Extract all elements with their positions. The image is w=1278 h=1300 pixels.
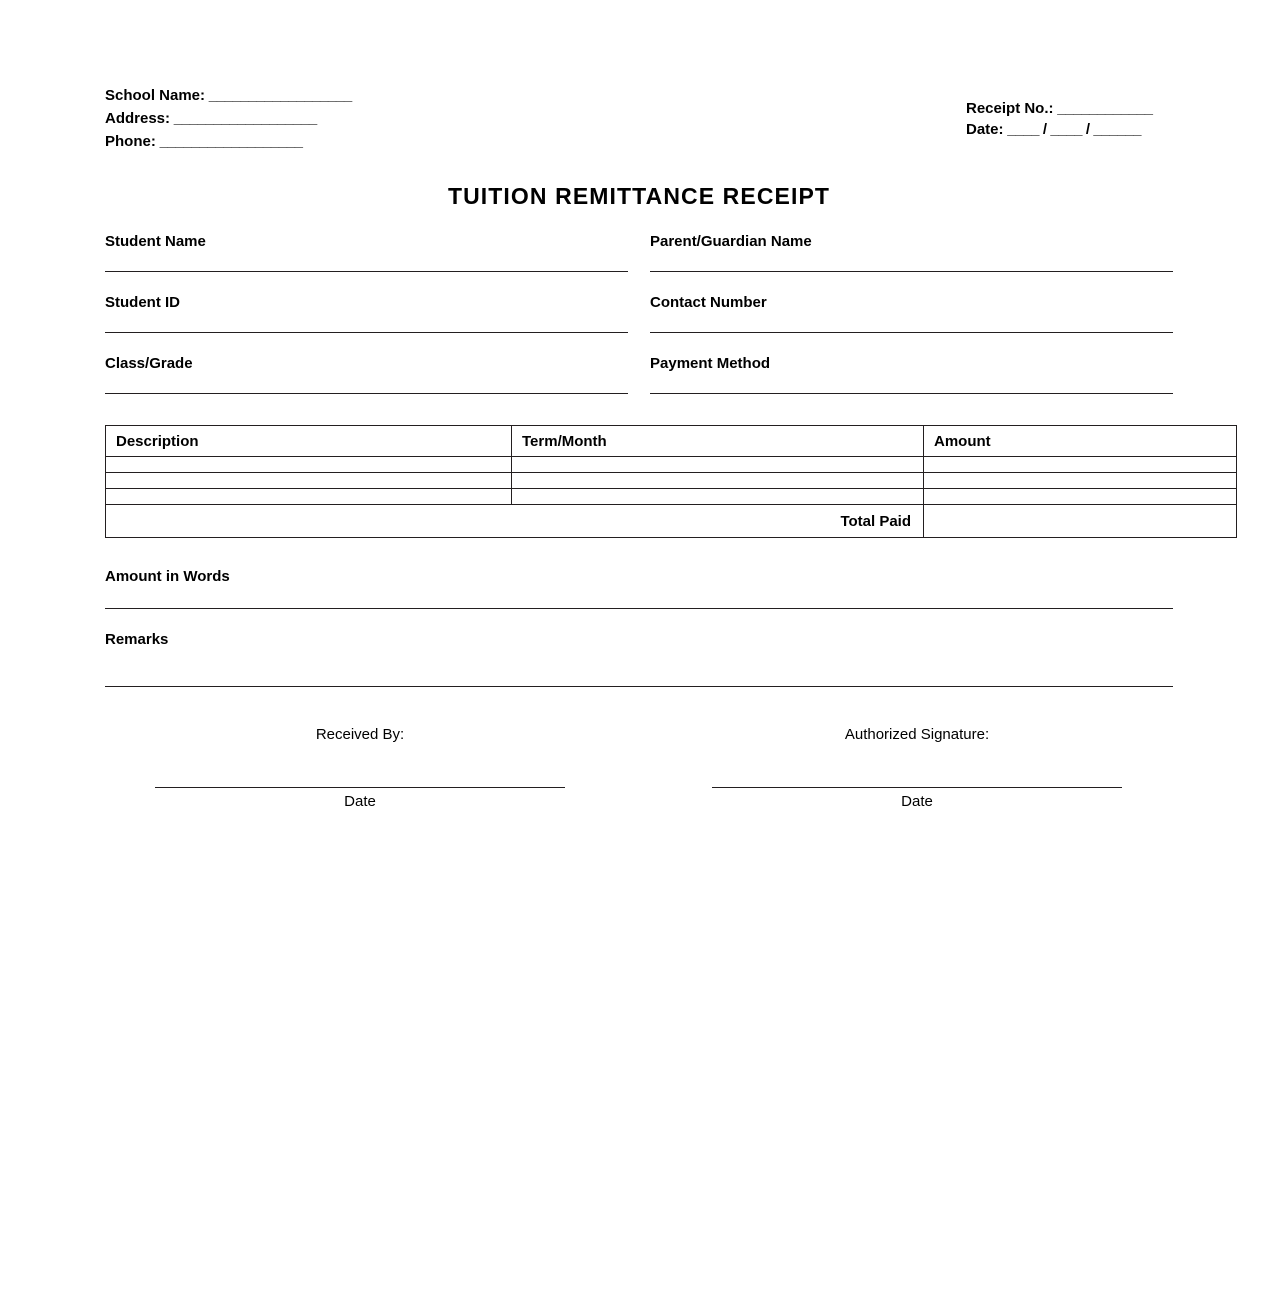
signatures-section xyxy=(155,726,1122,811)
signature-received-by[interactable] xyxy=(155,726,565,811)
field-contact-number[interactable] xyxy=(650,294,1173,333)
cell-amount[interactable] xyxy=(924,473,1237,489)
signature-date-label: Date xyxy=(344,793,376,810)
cell-term-month[interactable] xyxy=(512,489,924,505)
cell-description[interactable] xyxy=(106,457,512,473)
receipt-no-field[interactable] xyxy=(966,98,1153,119)
address-blank: __________________ xyxy=(170,110,317,127)
spacer xyxy=(105,586,1173,608)
receipt-no-label: Receipt No.: xyxy=(966,100,1054,117)
cell-term-month[interactable] xyxy=(512,457,924,473)
field-label: Contact Number xyxy=(650,294,767,311)
table-header-row xyxy=(106,426,1237,457)
receipt-meta-block xyxy=(966,98,1153,140)
field-remarks[interactable] xyxy=(105,631,1173,687)
field-amount-in-words[interactable] xyxy=(105,568,1173,609)
total-paid-value[interactable] xyxy=(924,505,1237,538)
cell-description[interactable] xyxy=(106,489,512,505)
field-underline xyxy=(105,332,628,333)
field-label: Payment Method xyxy=(650,355,771,372)
signature-date-label: Date xyxy=(901,793,933,810)
signature-title: Received By: xyxy=(315,726,405,743)
school-name-blank: __________________ xyxy=(205,87,352,104)
school-name-field[interactable] xyxy=(105,84,352,107)
school-info-block xyxy=(105,84,352,153)
address-field[interactable] xyxy=(105,107,352,130)
date-label: Date: xyxy=(966,121,1004,138)
field-student-name[interactable] xyxy=(105,233,628,272)
phone-field[interactable] xyxy=(105,130,352,153)
field-label: Student Name xyxy=(105,233,206,250)
field-label: Parent/Guardian Name xyxy=(650,233,812,250)
school-name-label: School Name: xyxy=(105,87,206,104)
field-class-grade[interactable] xyxy=(105,355,628,394)
field-label: Remarks xyxy=(105,631,169,648)
field-underline xyxy=(650,393,1173,394)
field-student-id[interactable] xyxy=(105,294,628,333)
receipt-no-blank: ____________ xyxy=(1053,100,1153,117)
table-row xyxy=(106,457,1237,473)
phone-label: Phone: xyxy=(105,133,156,150)
field-underline xyxy=(105,686,1173,687)
field-underline xyxy=(650,332,1173,333)
signature-authorized[interactable] xyxy=(712,726,1122,811)
field-payment-method[interactable] xyxy=(650,355,1173,394)
notes-section xyxy=(105,568,1173,709)
cell-amount[interactable] xyxy=(924,457,1237,473)
table-row xyxy=(106,489,1237,505)
cell-amount[interactable] xyxy=(924,489,1237,505)
field-underline xyxy=(650,271,1173,272)
field-underline xyxy=(105,393,628,394)
page-title: TUITION REMITTANCE RECEIPT xyxy=(447,183,831,209)
column-header-term-month: Term/Month xyxy=(512,426,924,457)
field-row xyxy=(105,355,1173,394)
line-items-table xyxy=(105,425,1237,538)
address-label: Address: xyxy=(105,110,171,127)
field-underline xyxy=(105,608,1173,609)
signature-space xyxy=(712,744,1122,787)
spacer xyxy=(105,649,1173,686)
cell-term-month[interactable] xyxy=(512,473,924,489)
field-row xyxy=(105,294,1173,333)
field-label: Class/Grade xyxy=(105,355,193,372)
phone-blank: __________________ xyxy=(155,133,303,150)
table-total-row xyxy=(106,505,1237,538)
field-label: Amount in Words xyxy=(105,568,230,585)
field-parent-guardian-name[interactable] xyxy=(650,233,1173,272)
table-row xyxy=(106,473,1237,489)
field-underline xyxy=(105,271,628,272)
total-paid-label: Total Paid xyxy=(106,505,924,538)
signature-space xyxy=(155,744,565,787)
signature-title: Authorized Signature: xyxy=(844,726,990,743)
column-header-description: Description xyxy=(106,426,512,457)
date-field[interactable] xyxy=(966,119,1153,140)
column-header-amount: Amount xyxy=(924,426,1237,457)
date-blank: ____ / ____ / ______ xyxy=(1003,121,1142,138)
cell-description[interactable] xyxy=(106,473,512,489)
field-label: Student ID xyxy=(105,294,180,311)
student-details-section xyxy=(105,233,1173,416)
field-row xyxy=(105,233,1173,272)
